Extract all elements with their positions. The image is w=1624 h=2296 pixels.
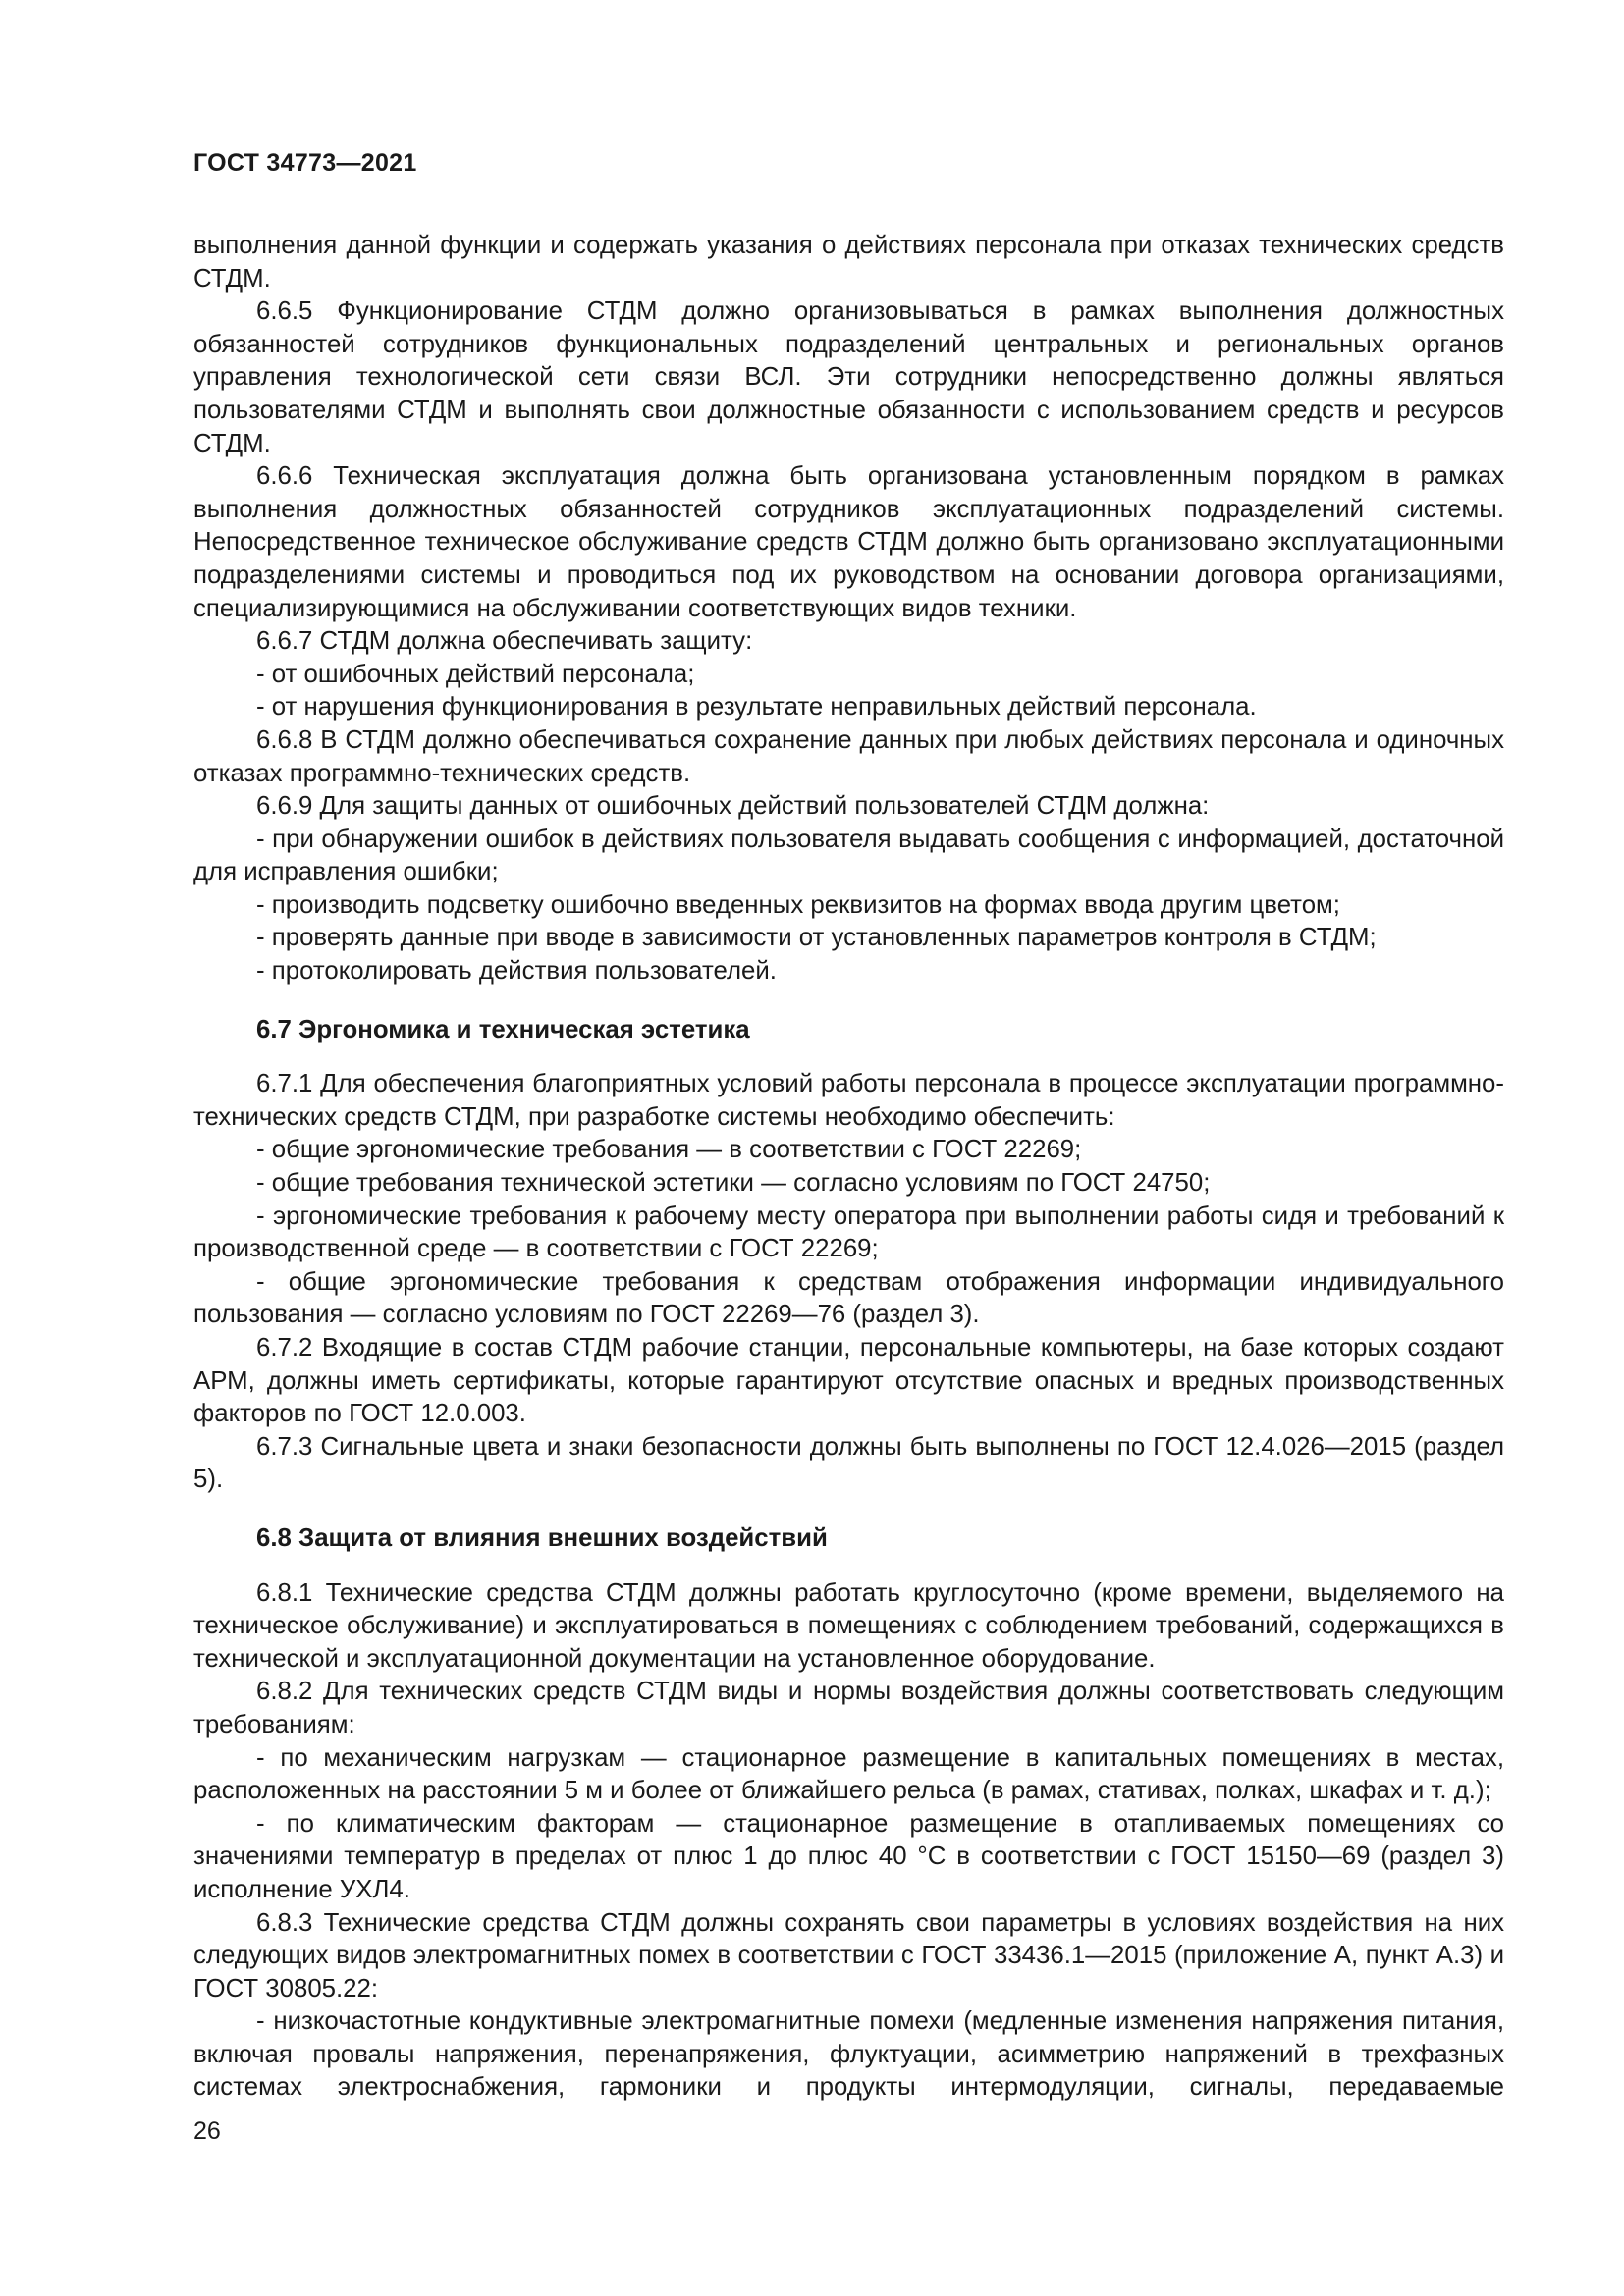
- list-item: - по климатическим факторам — стационарное размещение в отапливаемых помещениях со значениями температур в пределах от плюс 1 до плюс 40 °С в соответствии с ГОСТ 15150—69 (раздел 3) исполнение УХЛ4.: [193, 1809, 1504, 1903]
- list-item: - по механическим нагрузкам — стационарное размещение в капитальных помещениях в местах, расположенных на расстоянии 5 м и более от ближайшего рельса (в рамах, стативах, полках, шкафах и т. д.);: [193, 1743, 1504, 1805]
- list-item: - эргономические требования к рабочему месту оператора при выполнении работы сидя и требований к производственной среде — в соответствии с ГОСТ 22269;: [193, 1201, 1504, 1263]
- document-code: ГОСТ 34773—2021: [193, 149, 417, 177]
- paragraph: 6.6.9 Для защиты данных от ошибочных действий пользователей СТДМ должна:: [256, 792, 1210, 821]
- list-item: - от нарушения функционирования в результате неправильных действий персонала.: [256, 693, 1257, 721]
- list-item: - от ошибочных действий персонала;: [256, 660, 695, 688]
- list-item: - протоколировать действия пользователей.: [256, 957, 777, 986]
- page-number: 26: [193, 2117, 221, 2145]
- paragraph: 6.6.8 В СТДМ должно обеспечиваться сохранение данных при любых действиях персонала и одиночных отказах программно-технических средств.: [193, 725, 1504, 787]
- paragraph: 6.7.2 Входящие в состав СТДМ рабочие станции, персональные компьютеры, на базе которых создают АРМ, должны иметь сертификаты, которые гарантируют отсутствие опасных и вредных производственных факторов по ГОСТ 12.0.003.: [193, 1334, 1504, 1428]
- list-item: - при обнаружении ошибок в действиях пользователя выдавать сообщения с информацией, достаточной для исправления ошибки;: [193, 825, 1504, 886]
- list-item: - производить подсветку ошибочно введенных реквизитов на формах ввода другим цветом;: [256, 890, 1340, 919]
- section-heading: 6.8 Защита от влияния внешних воздействий: [256, 1523, 828, 1552]
- document-body: [193, 230, 1504, 2105]
- list-item: - общие требования технической эстетики — согласно условиям по ГОСТ 24750;: [256, 1169, 1211, 1198]
- paragraph: 6.6.6 Техническая эксплуатация должна быть организована установленным порядком в рамках выполнения должностных обязанностей сотрудников эксплуатационных подразделений системы. Непосредственное техническое обслуживание средств СТДМ должно быть организовано эксплуатационными подразделениями системы и проводиться под их руководством на основании договора организациями, специализирующимися на обслуживании соответствующих видов техники.: [193, 462, 1504, 622]
- paragraph: выполнения данной функции и содержать указания о действиях персонала при отказах технических средств СТДМ.: [193, 232, 1504, 293]
- section-heading: 6.7 Эргономика и техническая эстетика: [256, 1015, 750, 1043]
- list-item: - низкочастотные кондуктивные электромагнитные помехи (медленные изменения напряжения питания, включая провалы напряжения, перенапряжения, флуктуации, асимметрию напряжений в трехфазных системах электроснабжения, гармоники и продукты интермодуляции, сигналы, передаваемые: [193, 2007, 1504, 2102]
- paragraph: 6.6.5 Функционирование СТДМ должно организовываться в рамках выполнения должностных обязанностей сотрудников функциональных подразделений центральных и региональных органов управления технологической сети связи ВСЛ. Эти сотрудники непосредственно должны являться пользователями СТДМ и выполнять свои должностные обязанности с использованием средств и ресурсов СТДМ.: [193, 297, 1504, 457]
- paragraph: 6.8.2 Для технических средств СТДМ виды и нормы воздействия должны соответствовать следующим требованиям:: [193, 1678, 1504, 1738]
- list-item: - проверять данные при вводе в зависимости от установленных параметров контроля в СТДМ;: [256, 924, 1377, 952]
- paragraph: 6.8.3 Технические средства СТДМ должны сохранять свои параметры в условиях воздействия на них следующих видов электромагнитных помех в соответствии с ГОСТ 33436.1—2015 (приложение А, пункт А.3) и ГОСТ 30805.22:: [193, 1908, 1504, 2002]
- paragraph: 6.7.1 Для обеспечения благоприятных условий работы персонала в процессе эксплуатации программно-технических средств СТДМ, при разработке системы необходимо обеспечить:: [193, 1070, 1504, 1131]
- list-item: - общие эргономические требования — в соответствии с ГОСТ 22269;: [256, 1136, 1082, 1164]
- paragraph: 6.7.3 Сигнальные цвета и знаки безопасности должны быть выполнены по ГОСТ 12.4.026—2015 (раздел 5).: [193, 1432, 1504, 1494]
- paragraph: 6.6.7 СТДМ должна обеспечивать защиту:: [256, 627, 753, 656]
- list-item: - общие эргономические требования к средствам отображения информации индивидуального пользования — согласно условиям по ГОСТ 22269—76 (раздел 3).: [193, 1267, 1504, 1329]
- paragraph: 6.8.1 Технические средства СТДМ должны работать круглосуточно (кроме времени, выделяемого на техническое обслуживание) и эксплуатироваться в помещениях с соблюдением требований, содержащихся в технической и эксплуатационной документации на установленное оборудование.: [193, 1578, 1504, 1673]
